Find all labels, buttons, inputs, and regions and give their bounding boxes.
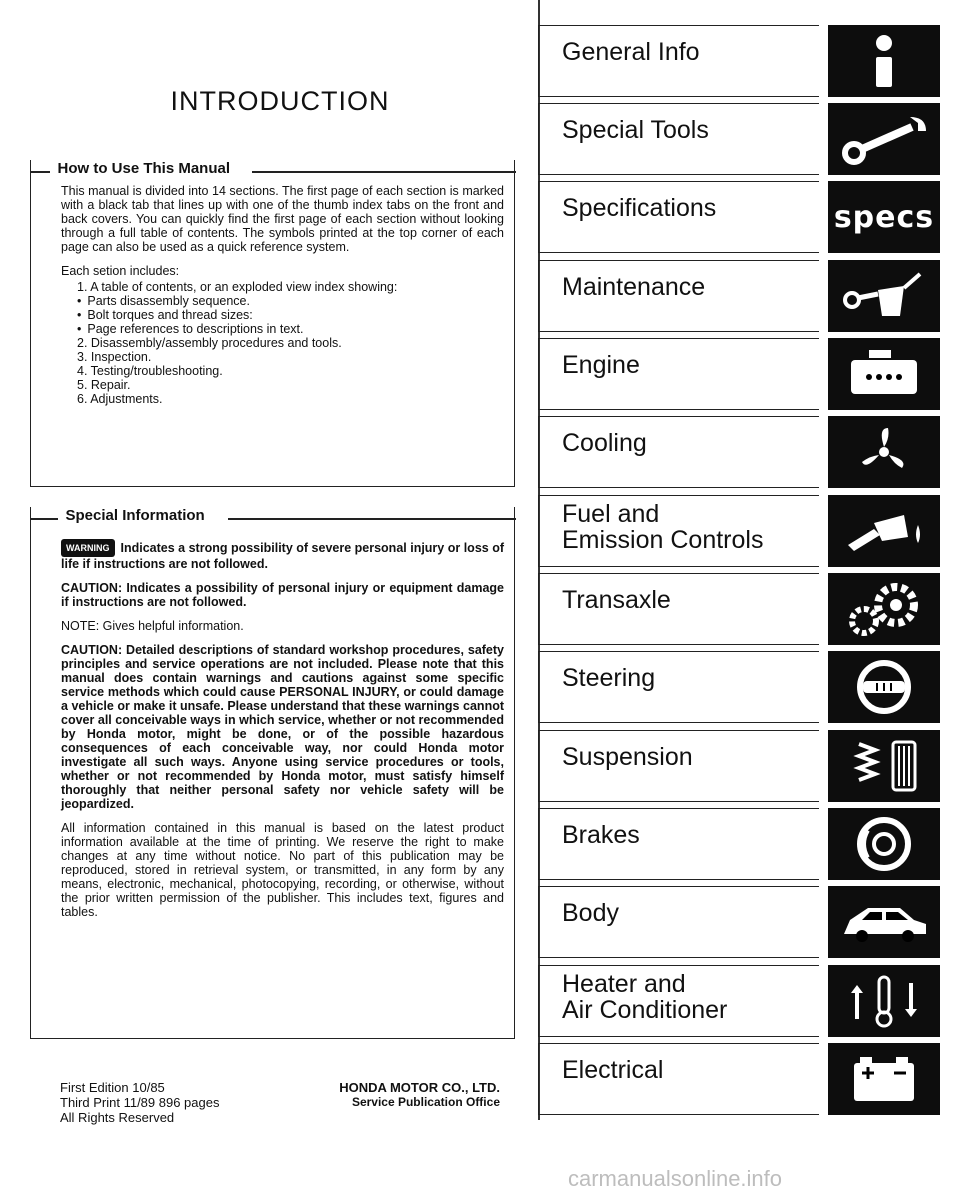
company-name: HONDA MOTOR CO., LTD. (339, 1080, 500, 1095)
how-to-use-box (30, 160, 515, 487)
battery-icon (828, 1043, 940, 1115)
rights: All Rights Reserved (60, 1110, 175, 1125)
publisher-info (300, 1080, 500, 1110)
tab-label: General Info (562, 38, 700, 66)
warning-paragraph (61, 539, 504, 571)
warning-badge: WARNING (61, 539, 115, 557)
tab-label: Heater and Air Conditioner (562, 970, 728, 1024)
steering-wheel-icon (828, 651, 940, 723)
tab-label: Specifications (562, 194, 717, 222)
tab-maintenance[interactable] (538, 260, 940, 332)
tab-label: Steering (562, 664, 656, 692)
edition-info (60, 1080, 219, 1125)
first-edition: First Edition 10/85 (60, 1080, 165, 1095)
tab-electrical[interactable] (538, 1043, 940, 1115)
list-item: • Page references to descriptions in text. (77, 322, 504, 336)
specs-icon: specs (828, 181, 940, 253)
spring-shock-icon (828, 730, 940, 802)
gears-icon (828, 573, 940, 645)
tab-cooling[interactable] (538, 416, 940, 488)
tab-heater-and-air-conditioner[interactable] (538, 965, 940, 1037)
tab-label: Cooling (562, 429, 647, 457)
tab-body[interactable] (538, 886, 940, 958)
engine-icon (828, 338, 940, 410)
tab-fuel-and-emission-controls[interactable] (538, 495, 940, 567)
tab-label: Engine (562, 351, 640, 379)
tab-general-info[interactable] (538, 25, 940, 97)
car-body-icon (828, 886, 940, 958)
tab-suspension[interactable] (538, 730, 940, 802)
each-section-intro: Each setion includes: (61, 264, 180, 278)
tab-special-tools[interactable] (538, 103, 940, 175)
tab-label: Transaxle (562, 586, 671, 614)
list-item: 6. Adjustments. (77, 392, 163, 406)
publication-office: Service Publication Office (351, 1095, 500, 1109)
wrench-icon (828, 103, 940, 175)
note-paragraph: NOTE: Gives helpful information. (61, 619, 244, 633)
special-information-heading: Special Information (58, 507, 213, 524)
tab-label: Body (562, 899, 619, 927)
caution-paragraph: CAUTION: Indicates a possibility of personal injury or equipment damage if instructions are not followed. (61, 581, 504, 609)
tab-label: Electrical (562, 1056, 664, 1084)
tab-specifications[interactable] (538, 181, 940, 253)
brake-disc-icon (828, 808, 940, 880)
tab-label: Suspension (562, 743, 693, 771)
list-item: 5. Repair. (77, 378, 131, 392)
tab-label: Special Tools (562, 116, 709, 144)
thermometer-icon (828, 965, 940, 1037)
list-item: 1. A table of contents, or an exploded view index showing: (77, 280, 398, 294)
list-item: 2. Disassembly/assembly procedures and tools. (77, 336, 342, 350)
page-title: INTRODUCTION (170, 86, 390, 116)
tab-label: Brakes (562, 821, 640, 849)
information-paragraph: All information contained in this manual is based on the latest product information available at the time of printing. We reserve the right to make changes at any time without notice. No part of this publication may be reproduced, stored in retrieval system, or transmitted, in any form by any means, electronic, mechanical, photocopying, recording, or otherwise, without the prior written permission of the publisher. This includes text, figures and tables. (61, 821, 504, 919)
detailed-caution-paragraph: CAUTION: Detailed descriptions of standard workshop procedures, safety principles and service operations are not included. Please note that this manual does contain warnings and cautions against some specific service methods which could cause PERSONAL INJURY, or could damage a vehicle or make it unsafe. Please understand that these warnings cannot cover all conceivable ways in which service, whether or not recommended by Honda motor, might be done, or of the possible hazardous consequences of each conceivable way, nor could Honda motor investigate all such ways. Anyone using service procedures or tools, whether or not recommended by Honda motor, must satisfy himself thoroughly that neither personal safety nor vehicle safety will be jeopardized. (61, 643, 504, 811)
info-icon (828, 25, 940, 97)
section-contents-list (61, 280, 504, 406)
list-item: • Parts disassembly sequence. (77, 294, 504, 308)
tab-engine[interactable] (538, 338, 940, 410)
warning-text: Indicates a strong possibility of severe personal injury or loss of life if instructions are not followed. (61, 541, 504, 571)
tab-transaxle[interactable] (538, 573, 940, 645)
tab-label: Maintenance (562, 273, 706, 301)
fan-icon (828, 416, 940, 488)
fuel-nozzle-icon (828, 495, 940, 567)
list-item: 3. Inspection. (77, 350, 152, 364)
tab-steering[interactable] (538, 651, 940, 723)
special-information-box (30, 507, 515, 1039)
how-to-use-heading: How to Use This Manual (50, 160, 239, 177)
tab-brakes[interactable] (538, 808, 940, 880)
list-item: • Bolt torques and thread sizes: (77, 308, 504, 322)
how-to-paragraph: This manual is divided into 14 sections. The first page of each section is marked with a black tab that lines up with one of the thumb index tabs on the front and back covers. You can quickly find the first page of each section without looking through a full table of contents. The symbols printed at the top corner of each page can also be used as a quick reference system. (61, 184, 504, 254)
oil-can-icon (828, 260, 940, 332)
tab-label: Fuel and Emission Controls (562, 500, 764, 554)
list-item: 4. Testing/troubleshooting. (77, 364, 223, 378)
third-print: Third Print 11/89 896 pages (60, 1095, 220, 1110)
watermark: carmanualsonline.info (568, 1166, 783, 1191)
